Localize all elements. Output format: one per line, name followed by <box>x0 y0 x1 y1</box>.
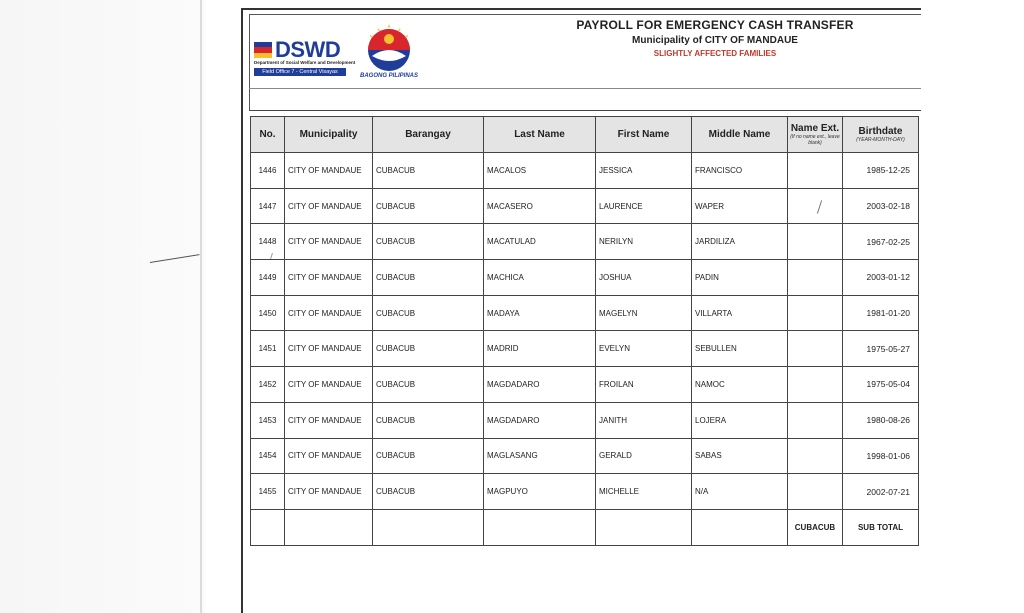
cell-last-name: MAGPUYO <box>484 474 596 510</box>
cell-first-name: NERILYN <box>596 224 692 260</box>
document-title: PAYROLL FOR EMERGENCY CASH TRANSFER <box>576 18 854 32</box>
cell-middle-name: SABAS <box>692 438 788 474</box>
cell-first-name: JESSICA <box>596 153 692 189</box>
cell-barangay: CUBACUB <box>373 474 484 510</box>
birthdate-note: (YEAR-MONTH-DAY) <box>856 137 905 143</box>
cell-last-name: MAGDADARO <box>484 402 596 438</box>
cell-no: 1455 <box>251 474 285 510</box>
scan-page-edge <box>200 0 202 613</box>
cell-barangay: CUBACUB <box>373 331 484 367</box>
cell-name-ext <box>788 367 843 403</box>
column-header-no: No. <box>251 117 285 153</box>
dswd-field-office: Field Office 7 - Central Visayas <box>254 68 346 76</box>
subtotal-cell-empty <box>484 509 596 545</box>
cell-first-name: JOSHUA <box>596 260 692 296</box>
cell-last-name: MADRID <box>484 331 596 367</box>
cell-no: 1454 <box>251 438 285 474</box>
header-top-rule <box>249 14 921 15</box>
cell-no: 1451 <box>251 331 285 367</box>
subtotal-cell-empty <box>285 509 373 545</box>
table-header-row <box>251 117 919 153</box>
subtotal-cell-empty <box>692 509 788 545</box>
table-row <box>251 438 919 474</box>
cell-middle-name: VILLARTA <box>692 295 788 331</box>
cell-last-name: MAGDADARO <box>484 367 596 403</box>
bagong-pilipinas-caption: BAGONG PILIPINAS <box>359 73 418 79</box>
document-title-block <box>560 18 870 58</box>
bagong-pilipinas-logo <box>358 22 420 80</box>
subtotal-cell-empty <box>373 509 484 545</box>
cell-municipality: CITY OF MANDAUE <box>285 367 373 403</box>
subtotal-row <box>251 509 919 545</box>
cell-name-ext <box>788 260 843 296</box>
cell-last-name: MACASERO <box>484 188 596 224</box>
cell-no: 1447 <box>251 188 285 224</box>
cell-municipality: CITY OF MANDAUE <box>285 295 373 331</box>
cell-first-name: MAGELYN <box>596 295 692 331</box>
cell-last-name: MACALOS <box>484 153 596 189</box>
column-header-barangay: Barangay <box>373 117 484 153</box>
dswd-logo <box>254 37 356 80</box>
cell-no: 1453 <box>251 402 285 438</box>
cell-name-ext <box>788 474 843 510</box>
cell-municipality: CITY OF MANDAUE <box>285 224 373 260</box>
cell-first-name: GERALD <box>596 438 692 474</box>
cell-barangay: CUBACUB <box>373 260 484 296</box>
cell-municipality: CITY OF MANDAUE <box>285 474 373 510</box>
cell-municipality: CITY OF MANDAUE <box>285 438 373 474</box>
cell-middle-name: N/A <box>692 474 788 510</box>
cell-name-ext <box>788 295 843 331</box>
cell-birthdate: 2003-02-18 <box>843 188 919 224</box>
cell-last-name: MACHICA <box>484 260 596 296</box>
cell-middle-name: SEBULLEN <box>692 331 788 367</box>
cell-no: 1448 <box>251 224 285 260</box>
column-header-middle-name: Middle Name <box>692 117 788 153</box>
cell-no: 1450 <box>251 295 285 331</box>
cell-birthdate: 1975-05-27 <box>843 331 919 367</box>
cell-name-ext <box>788 438 843 474</box>
cell-first-name: FROILAN <box>596 367 692 403</box>
cell-birthdate: 1975-05-04 <box>843 367 919 403</box>
cell-municipality: CITY OF MANDAUE <box>285 188 373 224</box>
cell-first-name: EVELYN <box>596 331 692 367</box>
column-header-first-name: First Name <box>596 117 692 153</box>
cell-barangay: CUBACUB <box>373 438 484 474</box>
dswd-logo-text: DSWD <box>275 37 341 62</box>
document-subtitle: SLIGHTLY AFFECTED FAMILIES <box>653 49 777 58</box>
cell-municipality: CITY OF MANDAUE <box>285 331 373 367</box>
table-row <box>251 295 919 331</box>
cell-middle-name: FRANCISCO <box>692 153 788 189</box>
table-row <box>251 474 919 510</box>
cell-birthdate: 1985-12-25 <box>843 153 919 189</box>
table-row <box>251 331 919 367</box>
subtotal-cell-empty <box>251 509 285 545</box>
cell-middle-name: LOJERA <box>692 402 788 438</box>
cell-name-ext <box>788 224 843 260</box>
header-bottom-rule <box>249 110 921 111</box>
subtotal-cell-empty <box>596 509 692 545</box>
name-ext-note: (If no name ext., leave blank) <box>790 134 840 146</box>
dswd-flag-icon <box>254 42 272 58</box>
cell-barangay: CUBACUB <box>373 224 484 260</box>
cell-no: 1449 <box>251 260 285 296</box>
cell-municipality: CITY OF MANDAUE <box>285 260 373 296</box>
cell-birthdate: 2003-01-12 <box>843 260 919 296</box>
subtotal-barangay: CUBACUB <box>788 509 843 545</box>
cell-name-ext <box>788 188 843 224</box>
cell-middle-name: NAMOC <box>692 367 788 403</box>
cell-first-name: LAURENCE <box>596 188 692 224</box>
cell-last-name: MADAYA <box>484 295 596 331</box>
cell-birthdate: 1967-02-25 <box>843 224 919 260</box>
cell-barangay: CUBACUB <box>373 367 484 403</box>
column-header-birthdate: Birthdate (YEAR-MONTH-DAY) <box>843 117 919 153</box>
table-row <box>251 224 919 260</box>
cell-name-ext <box>788 402 843 438</box>
cell-middle-name: WAPER <box>692 188 788 224</box>
table-row <box>251 153 919 189</box>
bagong-pilipinas-emblem-icon <box>358 22 420 72</box>
cell-middle-name: JARDILIZA <box>692 224 788 260</box>
cell-municipality: CITY OF MANDAUE <box>285 402 373 438</box>
cell-barangay: CUBACUB <box>373 188 484 224</box>
cell-birthdate: 1998-01-06 <box>843 438 919 474</box>
cell-last-name: MACATULAD <box>484 224 596 260</box>
table-row <box>251 367 919 403</box>
scan-margin <box>0 0 205 613</box>
table-row <box>251 260 919 296</box>
subtotal-label: SUB TOTAL <box>843 509 919 545</box>
cell-birthdate: 2002-07-21 <box>843 474 919 510</box>
dswd-logo-subtext: Department of Social Welfare and Development <box>254 60 356 65</box>
cell-birthdate: 1980-08-26 <box>843 402 919 438</box>
cell-birthdate: 1981-01-20 <box>843 295 919 331</box>
table-row <box>251 402 919 438</box>
cell-name-ext <box>788 331 843 367</box>
header-left-rule <box>249 14 250 111</box>
cell-barangay: CUBACUB <box>373 402 484 438</box>
column-header-name-ext: Name Ext. (If no name ext., leave blank) <box>788 117 843 153</box>
cell-first-name: JANITH <box>596 402 692 438</box>
header-divider <box>249 88 921 89</box>
payroll-table <box>250 116 919 546</box>
cell-municipality: CITY OF MANDAUE <box>285 153 373 189</box>
cell-name-ext <box>788 153 843 189</box>
cell-barangay: CUBACUB <box>373 295 484 331</box>
cell-no: 1446 <box>251 153 285 189</box>
cell-first-name: MICHELLE <box>596 474 692 510</box>
cell-last-name: MAGLASANG <box>484 438 596 474</box>
column-header-municipality: Municipality <box>285 117 373 153</box>
cell-barangay: CUBACUB <box>373 153 484 189</box>
column-header-last-name: Last Name <box>484 117 596 153</box>
document-municipality: Municipality of CITY OF MANDAUE <box>632 35 798 46</box>
cell-no: 1452 <box>251 367 285 403</box>
cell-middle-name: PADIN <box>692 260 788 296</box>
